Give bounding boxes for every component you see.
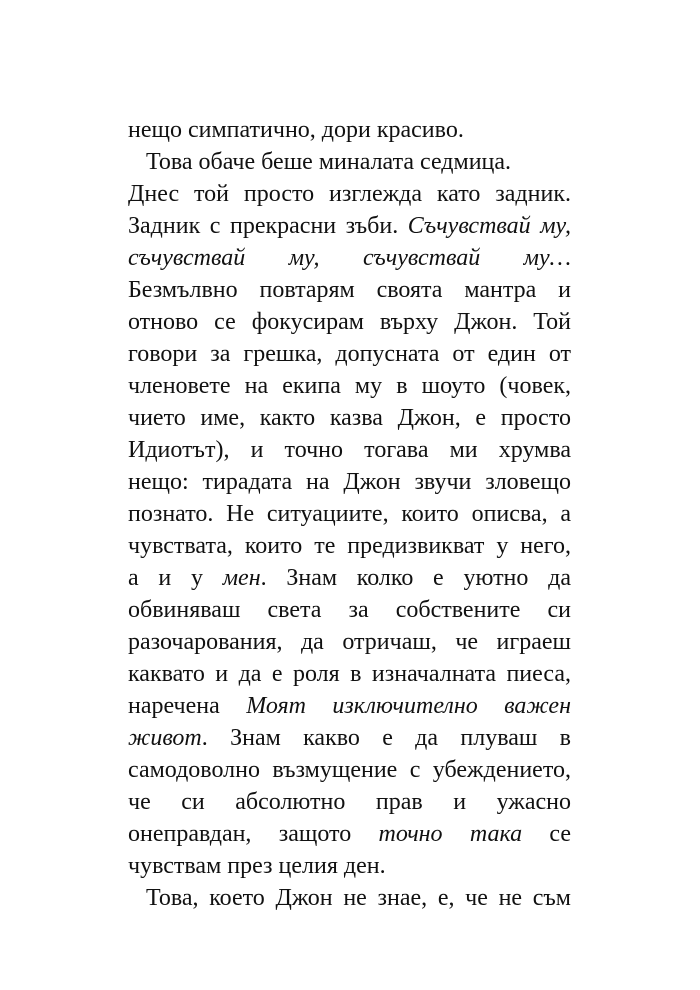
text-segment: че си абсолютно прав и ужасно [128,789,571,815]
text-segment: чувствам през целия ден. [128,853,386,879]
italic-text: Съчувствай му, [407,213,571,239]
italic-text: мен [222,565,261,591]
text-line [128,178,571,210]
text-line [128,754,571,786]
text-line [128,786,571,818]
text-line [128,690,571,722]
text-segment: говори за грешка, допусната от един от [128,341,571,367]
text-segment: обвиняваш света за собствените си [128,597,571,623]
text-segment: . Знам колко е уютно да [260,565,571,591]
italic-text: точно така [378,821,523,847]
text-line [128,626,571,658]
text-segment: се [522,821,571,847]
text-segment: . Знам какво е да плуваш в [201,725,571,751]
text-line [128,562,571,594]
text-line [128,338,571,370]
text-line [128,498,571,530]
text-segment: Това обаче беше миналата седмица. [146,149,512,175]
text-line [128,850,571,882]
text-line [128,210,571,242]
text-segment: самодоволно възмущение с убеждението, [128,757,571,783]
text-segment: нещо симпатично, дори красиво. [128,117,464,143]
text-segment: а и у [128,565,223,591]
text-segment: чието име, както казва Джон, е просто [128,405,571,431]
italic-text: Моят изключително важен [246,693,571,719]
text-segment: Идиотът), и точно тогава ми хрумва [128,437,571,463]
text-line [128,274,571,306]
text-segment: нещо: тирадата на Джон звучи зловещо [128,469,571,495]
text-segment: наречена [128,693,247,719]
text-line [128,818,571,850]
text-segment: чувствата, които те предизвикват у него, [128,533,571,559]
text-line [128,882,571,914]
text-line [128,146,571,178]
text-segment: каквато и да е роля в изначалната пиеса, [128,661,571,687]
text-segment: членовете на екипа му в шоуто (човек, [128,373,571,399]
italic-text: съчувствай му, съчувствай му… [128,245,571,271]
text-line [128,466,571,498]
text-segment: Безмълвно повтарям своята мантра и [128,277,571,303]
text-line [128,370,571,402]
text-segment: Задник с прекрасни зъби. [128,213,408,239]
text-line [128,402,571,434]
text-line [128,530,571,562]
body-text [128,114,571,914]
text-line [128,306,571,338]
text-segment: онеправдан, защото [128,821,379,847]
text-segment: Това, което Джон не знае, е, че не съм [146,885,571,911]
text-segment: познато. Не ситуациите, които описва, а [128,501,571,527]
text-line [128,114,571,146]
text-line [128,434,571,466]
text-line [128,722,571,754]
text-line [128,594,571,626]
text-line [128,242,571,274]
italic-text: живот [128,725,202,751]
text-line [128,658,571,690]
text-segment: Днес той просто изглежда като задник. [128,181,571,207]
text-segment: отново се фокусирам върху Джон. Той [128,309,571,335]
text-segment: разочарования, да отричаш, че играеш [128,629,571,655]
